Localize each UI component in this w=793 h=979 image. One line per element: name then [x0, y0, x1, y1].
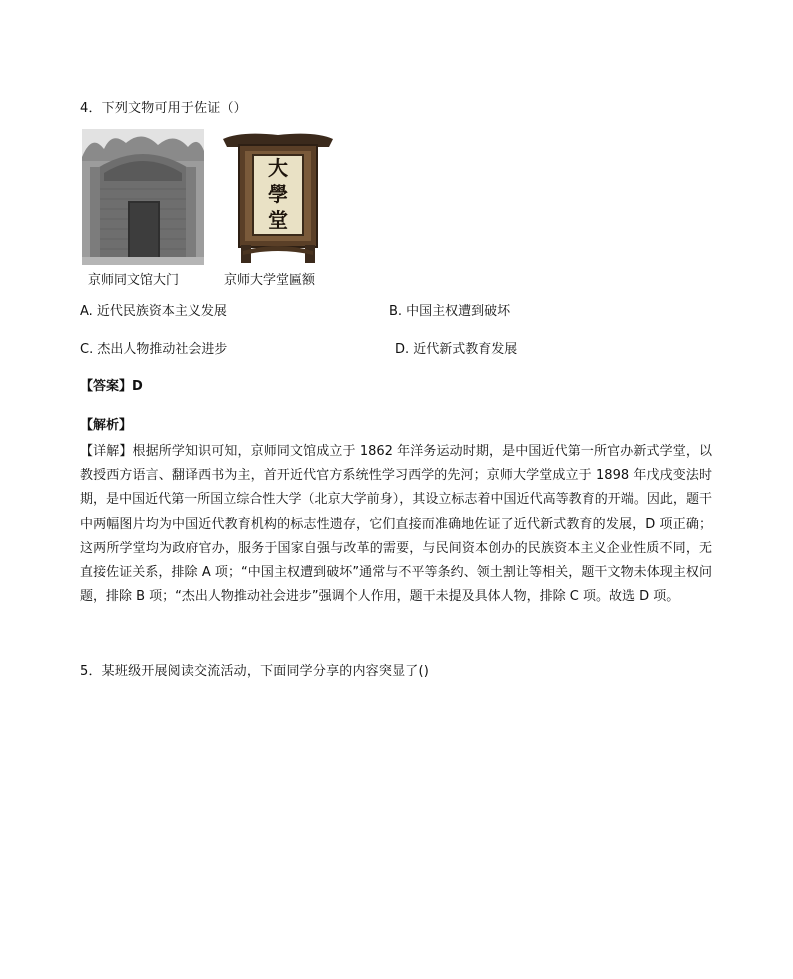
analysis-detail: 【详解】根据所学知识可知，京师同文馆成立于 1862 年洋务运动时期，是中国近代第一所官办新式学堂，以教授西方语言、翻译西书为主，首开近代官方系统性学习西学的先河；京师大学堂成立于 1898 年戊戌变法时期，是中国近代第一所国立综合性大学（北京大学前身），其设立标志着中国近代高等教育的开端。因此，题干中两幅图片均为中国近代教育机构的标志性遗存，它们直接而准确地佐证了近代新式教育的发展，D 项正确；这两所学堂均为政府官办，服务于国家自强与改革的需要，与民间资本创办的民族资本主义企业性质不同，无直接佐证关系，排除 A 项；“中国主权遭到破坏”通常与不平等条约、领土割让等相关，题干文物未体现主权问题，排除 B 项；“杰出人物推动社会进步”强调个人作用，题干未提及具体人物，排除 C 项。故选 D 项。 — [80, 444, 712, 605]
analysis-label: 【解析】 — [80, 418, 133, 433]
plaque-char-2: 學 — [268, 182, 288, 206]
answer-value: D — [132, 379, 143, 394]
gate-photo-illustration — [82, 129, 204, 265]
jingshi-university-plaque — [221, 133, 335, 265]
option-b: B. 中国主权遭到破坏 — [389, 304, 511, 319]
option-c: C. 杰出人物推动社会进步 — [80, 342, 228, 357]
image-2-caption: 京师大学堂匾额 — [224, 273, 316, 288]
plaque-char-1: 大 — [268, 156, 288, 180]
answer-label: 【答案】 — [80, 379, 133, 394]
question-5-stem: 5．某班级开展阅读交流活动，下面同学分享的内容突显了() — [80, 664, 430, 679]
answer-line — [80, 375, 143, 394]
plaque-char-3: 堂 — [268, 208, 288, 232]
tongwenguan-gate-photo — [82, 129, 204, 265]
question-4-stem: 4．下列文物可用于佐证（） — [80, 101, 247, 116]
image-1-caption: 京师同文馆大门 — [88, 273, 180, 288]
option-d: D. 近代新式教育发展 — [395, 342, 518, 357]
option-a: A. 近代民族资本主义发展 — [80, 304, 227, 319]
